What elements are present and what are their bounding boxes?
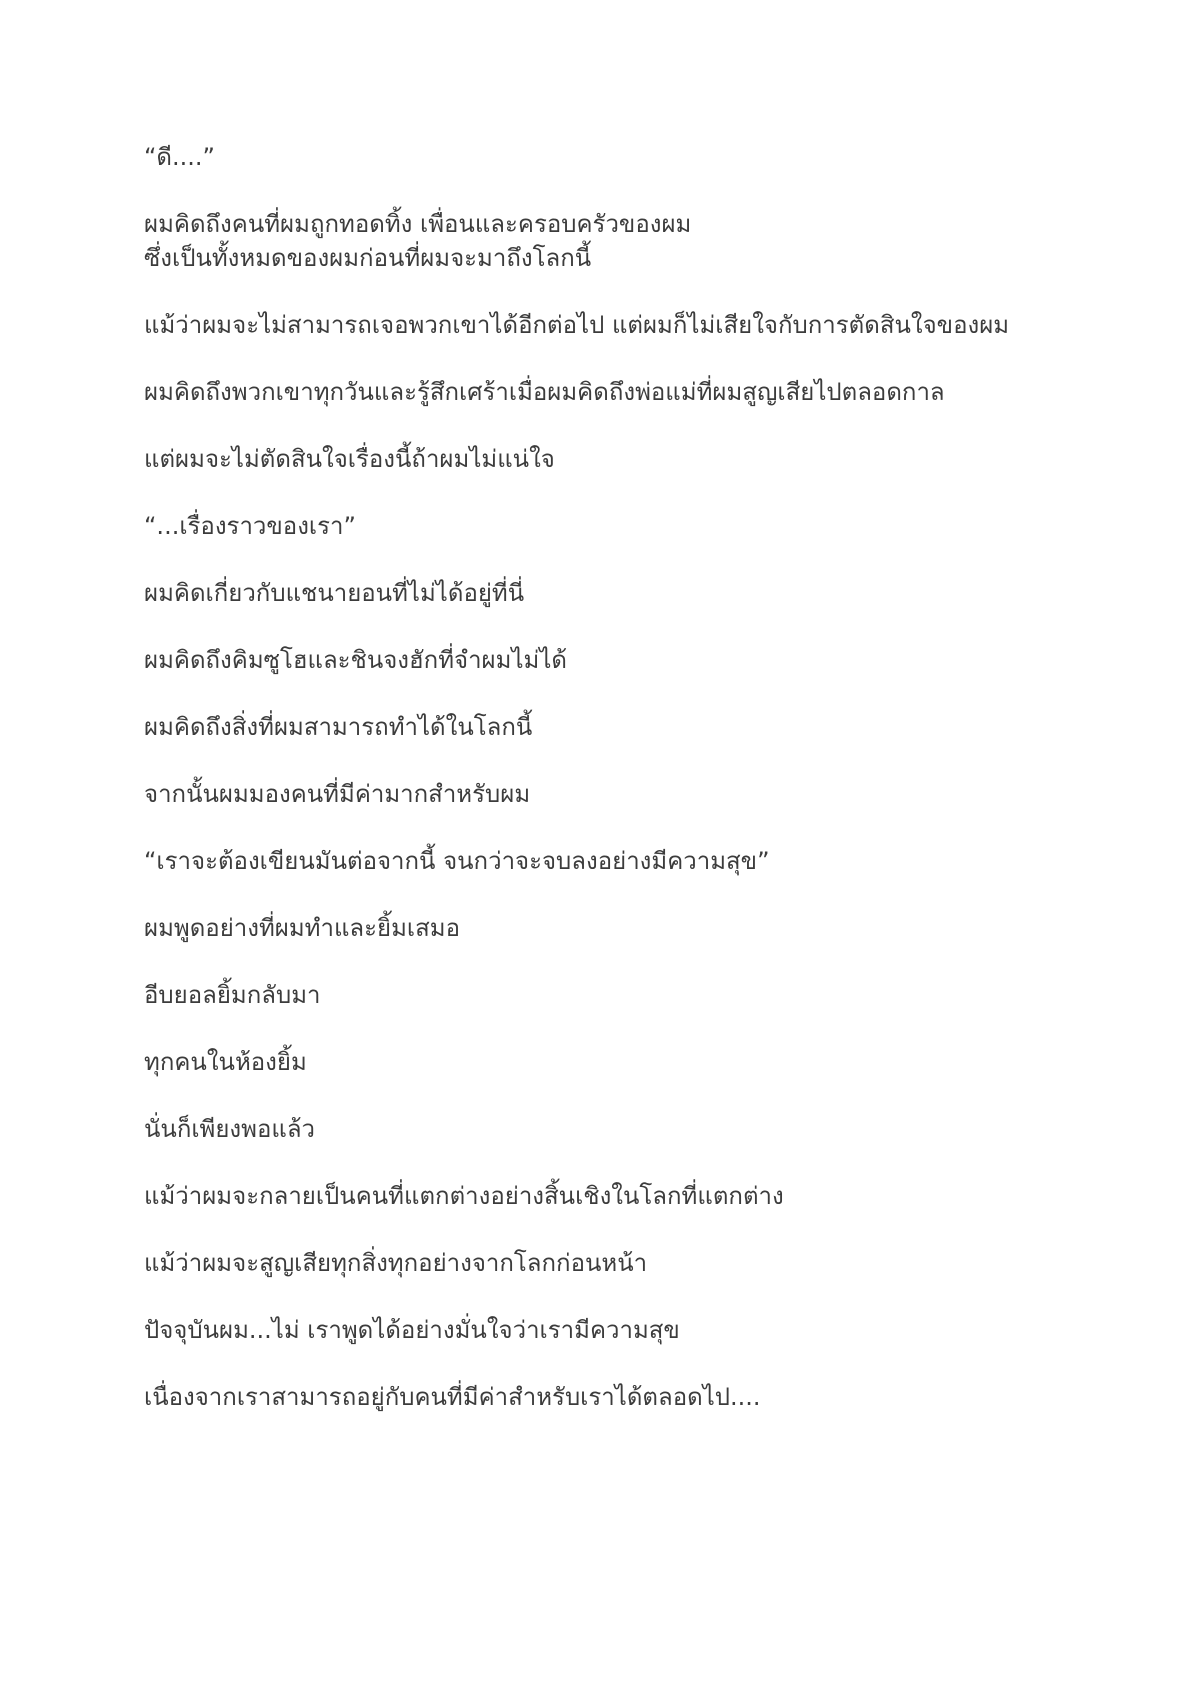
paragraph xyxy=(144,643,1144,710)
paragraph xyxy=(144,509,1144,576)
text-line: แม้ว่าผมจะสูญเสียทุกสิ่งทุกอย่างจากโลกก่อนหน้า xyxy=(144,1249,648,1277)
text-line: ผมคิดถึงคนที่ผมถูกทอดทิ้ง เพื่อนและครอบครัวของผม xyxy=(144,210,692,238)
paragraph xyxy=(144,207,1144,308)
text-line: “...เรื่องราวของเรา” xyxy=(144,512,356,540)
text-line: ซึ่งเป็นทั้งหมดของผมก่อนที่ผมจะมาถึงโลกนี้ xyxy=(144,244,592,272)
paragraph xyxy=(144,308,1144,375)
document-body xyxy=(144,140,1144,1447)
paragraph xyxy=(144,1045,1144,1112)
paragraph xyxy=(144,1112,1144,1179)
text-line: นั่นก็เพียงพอแล้ว xyxy=(144,1115,316,1143)
text-line: จากนั้นผมมองคนที่มีค่ามากสำหรับผม xyxy=(144,780,531,808)
paragraph xyxy=(144,844,1144,911)
text-line: “เราจะต้องเขียนมันต่อจากนี้ จนกว่าจะจบลงอย่างมีความสุข” xyxy=(144,847,770,875)
text-line: ผมคิดถึงพวกเขาทุกวันและรู้สึกเศร้าเมื่อผมคิดถึงพ่อแม่ที่ผมสูญเสียไปตลอดกาล xyxy=(144,378,945,406)
paragraph xyxy=(144,442,1144,509)
text-line: แต่ผมจะไม่ตัดสินใจเรื่องนี้ถ้าผมไม่แน่ใจ xyxy=(144,445,555,473)
paragraph xyxy=(144,576,1144,643)
paragraph xyxy=(144,911,1144,978)
paragraph xyxy=(144,1380,1144,1447)
text-line: ทุกคนในห้องยิ้ม xyxy=(144,1048,307,1076)
text-line: เนื่องจากเราสามารถอยู่กับคนที่มีค่าสำหรับเราได้ตลอดไป.... xyxy=(144,1383,761,1411)
text-line: ผมพูดอย่างที่ผมทำและยิ้มเสมอ xyxy=(144,914,460,942)
text-line: ผมคิดถึงสิ่งที่ผมสามารถทำได้ในโลกนี้ xyxy=(144,713,533,741)
paragraph xyxy=(144,140,1144,207)
paragraph xyxy=(144,1179,1144,1246)
paragraph xyxy=(144,1313,1144,1380)
text-line: ปัจจุบันผม...ไม่ เราพูดได้อย่างมั่นใจว่าเรามีความสุข xyxy=(144,1316,680,1344)
text-line: แม้ว่าผมจะกลายเป็นคนที่แตกต่างอย่างสิ้นเชิงในโลกที่แตกต่าง xyxy=(144,1182,784,1210)
paragraph xyxy=(144,978,1144,1045)
paragraph xyxy=(144,710,1144,777)
text-line: ผมคิดถึงคิมซูโฮและชินจงฮักที่จำผมไม่ได้ xyxy=(144,646,567,674)
text-line: แม้ว่าผมจะไม่สามารถเจอพวกเขาได้อีกต่อไป แต่ผมก็ไม่เสียใจกับการตัดสินใจของผม xyxy=(144,311,1010,339)
paragraph xyxy=(144,777,1144,844)
paragraph xyxy=(144,375,1144,442)
paragraph xyxy=(144,1246,1144,1313)
text-line: “ดี....” xyxy=(144,143,215,171)
text-line: ผมคิดเกี่ยวกับแชนายอนที่ไม่ได้อยู่ที่นี่ xyxy=(144,579,525,607)
text-line: อีบยอลยิ้มกลับมา xyxy=(144,981,321,1009)
